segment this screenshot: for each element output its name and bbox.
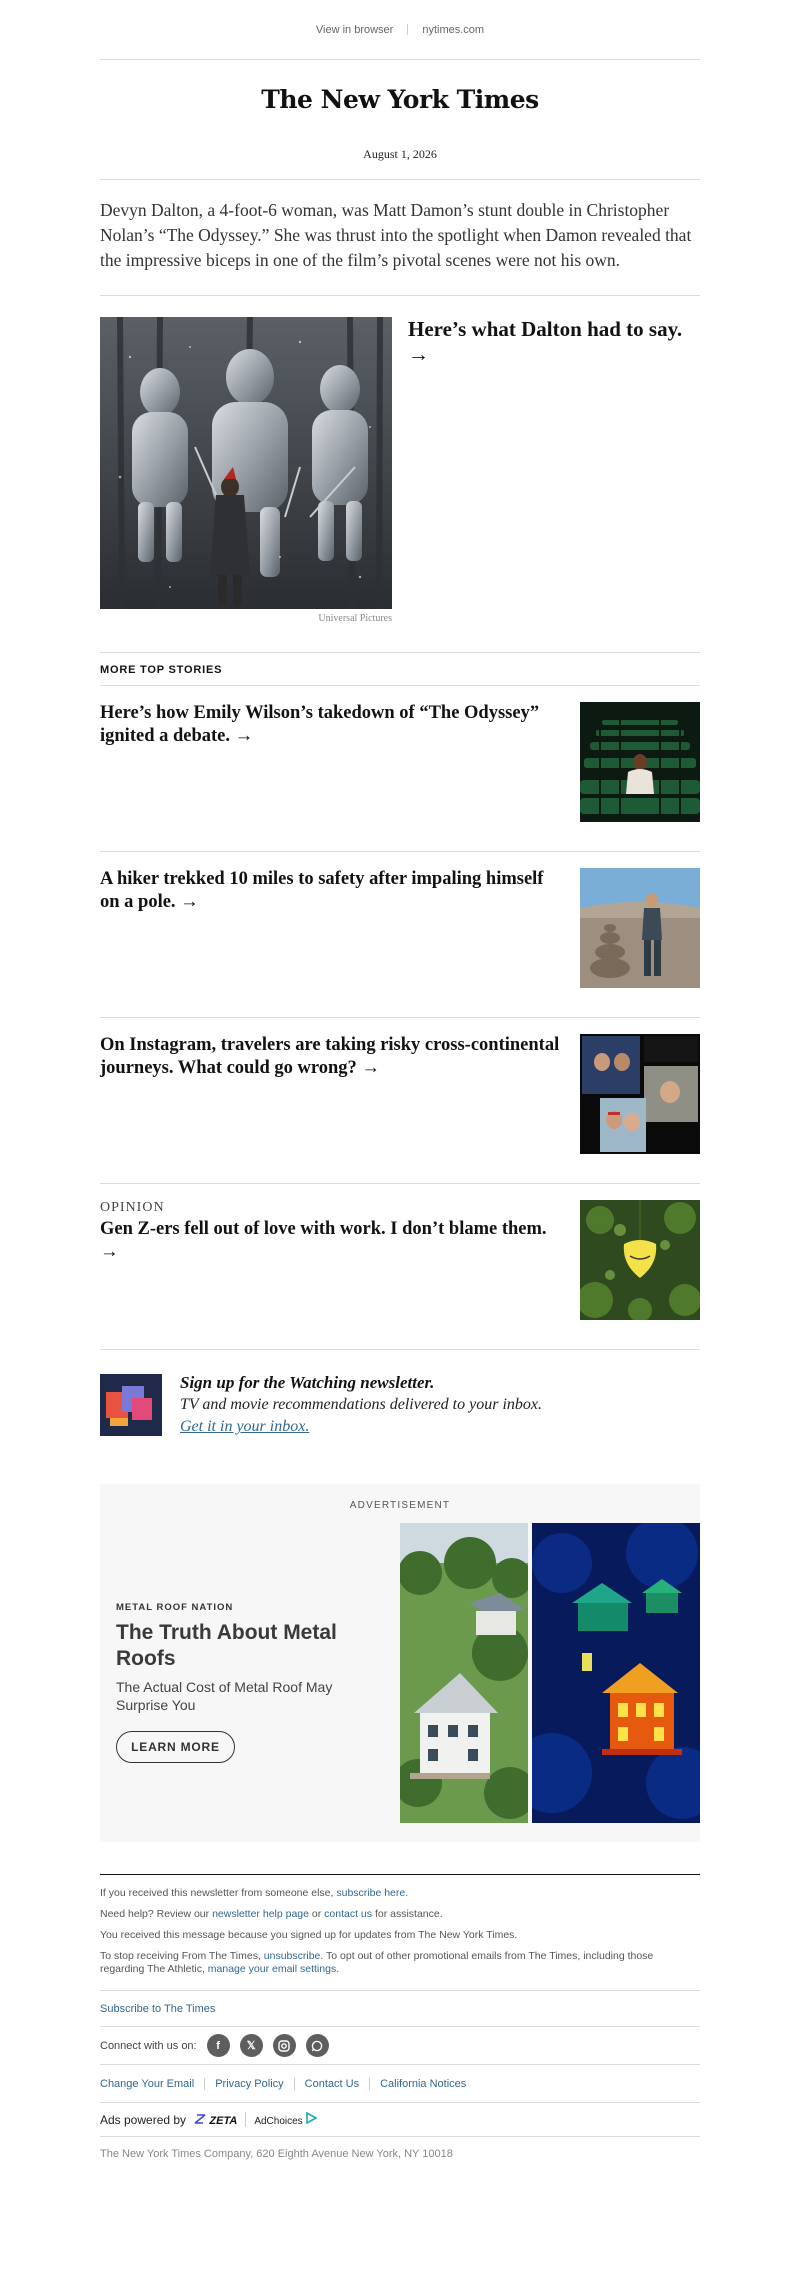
top-bar	[100, 0, 700, 60]
x-icon[interactable]: 𝕏	[240, 2034, 263, 2057]
footer-text: for assistance.	[372, 1908, 443, 1920]
ad-title[interactable]: The Truth About Metal Roofs	[116, 1621, 337, 1670]
unsubscribe-link[interactable]: unsubscribe	[263, 1950, 321, 1962]
lead-headline-link[interactable]: Here’s what Dalton had to say. →	[408, 317, 683, 366]
footer-help-note	[100, 1908, 700, 1921]
promo-subtitle: TV and movie recommendations delivered to your inbox.	[180, 1396, 542, 1413]
california-notices-link[interactable]: California Notices	[380, 2077, 467, 2090]
subscribe-here-link[interactable]: subscribe here	[336, 1887, 406, 1899]
story-headline-link[interactable]: Here’s how Emily Wilson’s takedown of “The Odyssey” ignited a debate. →	[100, 703, 540, 746]
story-headline-link[interactable]: Gen Z-ers fell out of love with work. I don’t blame them. →	[100, 1219, 547, 1262]
footer-text: If you received this newsletter from someone else,	[100, 1887, 337, 1899]
connect-label: Connect with us on:	[100, 2039, 197, 2052]
social-row	[100, 2026, 700, 2064]
image-credit: Universal Pictures	[318, 613, 392, 624]
ad-brand: METAL ROOF NATION	[116, 1602, 234, 1613]
adchoices-icon	[305, 2112, 317, 2124]
advertisement[interactable]	[100, 1484, 700, 1842]
promo-text	[180, 1372, 542, 1484]
footer-text: .	[405, 1887, 409, 1899]
story-item[interactable]	[100, 686, 700, 852]
intro-paragraph: Devyn Dalton, a 4-foot-6 woman, was Matt Damon’s stunt double in Christopher Nolan’s “The Odyssey.” She was thrust into the spotlight when Damon revealed that the impressive biceps in one of the film’s pivotal scenes were not his own.	[100, 180, 700, 296]
zeta-logo[interactable]	[194, 2113, 237, 2127]
watching-logo-icon	[100, 1374, 162, 1436]
facebook-icon[interactable]: f	[207, 2034, 230, 2057]
promo-title: Sign up for the Watching newsletter.	[180, 1373, 435, 1392]
adchoices-link[interactable]	[245, 2112, 317, 2127]
footer	[100, 1874, 700, 2170]
contact-us-footer-link[interactable]: Contact Us	[304, 2077, 360, 2090]
nytimes-link[interactable]: nytimes.com	[422, 23, 485, 36]
subscribe-to-times-link[interactable]: Subscribe to The Times	[100, 2002, 216, 2015]
instagram-collage-photo	[580, 1034, 700, 1154]
ads-powered-label: Ads powered by	[100, 2112, 187, 2127]
story-kicker: OPINION	[100, 1200, 165, 1215]
instagram-glyph-icon	[278, 2040, 290, 2052]
story-text	[100, 868, 560, 1017]
newsletter-promo	[100, 1350, 700, 1484]
story-text	[100, 1200, 560, 1349]
story-item[interactable]	[100, 1184, 700, 1350]
ad-thermal-photo[interactable]	[532, 1523, 700, 1823]
change-email-link[interactable]: Change Your Email	[100, 2077, 195, 2090]
more-top-stories-label: MORE TOP STORIES	[100, 653, 700, 686]
flower-photo	[580, 1200, 700, 1320]
hiker-photo	[580, 868, 700, 988]
subscribe-row	[100, 1990, 700, 2026]
thermal-house-photo	[532, 1523, 700, 1823]
nyt-logo[interactable]: The New York Times	[261, 84, 539, 114]
instagram-icon[interactable]	[273, 2034, 296, 2057]
story-thumbnail[interactable]	[580, 1034, 700, 1154]
contact-us-link[interactable]: contact us	[324, 1908, 373, 1920]
story-thumbnail[interactable]	[580, 868, 700, 988]
ad-house-photo[interactable]	[400, 1523, 528, 1823]
dateline: August 1, 2026	[100, 138, 700, 180]
footer-text: .	[336, 1963, 340, 1975]
manage-email-settings-link[interactable]: manage your email settings	[207, 1963, 337, 1975]
footer-links-row	[100, 2064, 700, 2102]
whatsapp-icon[interactable]	[306, 2034, 329, 2057]
privacy-policy-link[interactable]: Privacy Policy	[215, 2077, 284, 2090]
lead-image[interactable]	[100, 317, 392, 609]
adchoices-text: AdChoices	[254, 2116, 303, 2127]
ad-subtitle: The Actual Cost of Metal Roof May Surprise You	[116, 1679, 333, 1713]
footer-unsubscribe-note	[100, 1950, 700, 1976]
company-address: The New York Times Company, 620 Eighth Avenue New York, NY 10018	[100, 2136, 700, 2170]
zeta-text: ZETA	[209, 2114, 238, 2127]
lead-story[interactable]	[100, 296, 700, 653]
view-in-browser-link[interactable]: View in browser	[315, 23, 394, 36]
lead-image-column	[100, 317, 392, 652]
story-item[interactable]	[100, 1018, 700, 1184]
ads-powered-row	[100, 2102, 700, 2136]
story-thumbnail[interactable]	[580, 702, 700, 822]
whatsapp-glyph-icon	[311, 2040, 323, 2052]
footer-signup-note: You received this message because you signed up for updates from The New York Times.	[100, 1929, 518, 1941]
zeta-icon	[194, 2114, 206, 2124]
footer-text: To stop receiving From The Times,	[100, 1950, 264, 1962]
story-text	[100, 1034, 560, 1183]
footer-text: Need help? Review our	[100, 1908, 213, 1920]
house-aerial-photo	[400, 1523, 528, 1823]
masthead	[100, 60, 700, 138]
story-thumbnail[interactable]	[580, 1200, 700, 1320]
promo-signup-link[interactable]: Get it in your inbox.	[180, 1418, 310, 1435]
footer-text: or	[308, 1908, 325, 1920]
knights-illustration	[100, 317, 392, 609]
story-text	[100, 702, 560, 851]
newsletter-container	[100, 0, 700, 2170]
footer-rule	[100, 1874, 700, 1875]
newsletter-help-link[interactable]: newsletter help page	[212, 1908, 309, 1920]
theater-seats-photo	[580, 702, 700, 822]
ad-label: ADVERTISEMENT	[349, 1500, 451, 1511]
story-headline-link[interactable]: A hiker trekked 10 miles to safety after impaling himself on a pole. →	[100, 869, 544, 912]
story-item[interactable]	[100, 852, 700, 1018]
learn-more-button[interactable]: LEARN MORE	[116, 1731, 235, 1763]
divider	[407, 24, 408, 35]
footer-text: . To opt out of other promotional emails from The Times, including those regarding The Athletic,	[100, 1950, 654, 1975]
footer-forward-note	[100, 1887, 700, 1900]
watching-newsletter-icon	[100, 1374, 162, 1436]
story-headline-link[interactable]: On Instagram, travelers are taking risky cross-continental journeys. What could go wrong? →	[100, 1035, 560, 1078]
